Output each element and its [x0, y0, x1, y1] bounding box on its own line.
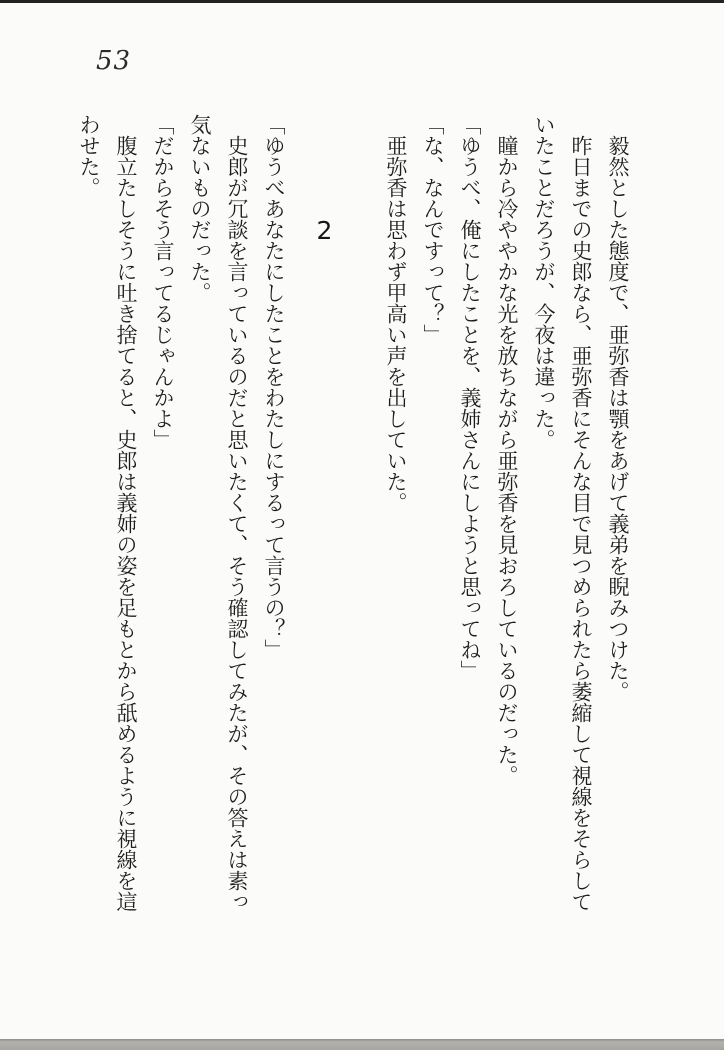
text-column: 史郎が冗談を言っているのだと思いたくて、そう確認してみたが、その答えは素っ	[225, 135, 249, 912]
text-column: 昨日までの史郎なら、亜弥香にそんな目で見つめられたら萎縮して視線をそらして	[569, 135, 593, 912]
text-column: 気ないものだった。	[188, 114, 212, 303]
page-number: 53	[96, 46, 132, 76]
text-column: わせた。	[77, 114, 101, 198]
text-column: 「ゆうべ、俺にしたことを、義姉さんにしようと思ってね」	[458, 114, 482, 681]
text-column: 瞳から冷ややかな光を放ちながら亜弥香を見おろしているのだった。	[495, 135, 519, 786]
text-column: 毅然とした態度で、亜弥香は顎をあげて義弟を睨みつけた。	[606, 135, 630, 702]
chapter-number: 2	[310, 216, 339, 245]
text-column: いたことだろうが、今夜は違った。	[532, 114, 556, 450]
text-column: 「ゆうべあなたにしたことをわたしにするって言うの？」	[262, 114, 286, 660]
text-column: 腹立たしそうに吐き捨てると、史郎は義姉の姿を足もとから舐めるように視線を這	[114, 135, 138, 912]
page-top-edge-line	[0, 0, 724, 3]
text-column: 「だからそう言ってるじゃんかよ」	[151, 114, 175, 450]
vertical-text-area	[70, 114, 636, 944]
text-column: 亜弥香は思わず甲高い声を出していた。	[384, 135, 408, 513]
page-bottom-edge-band	[0, 1039, 724, 1050]
text-column: 「な、なんですって？」	[421, 114, 445, 345]
